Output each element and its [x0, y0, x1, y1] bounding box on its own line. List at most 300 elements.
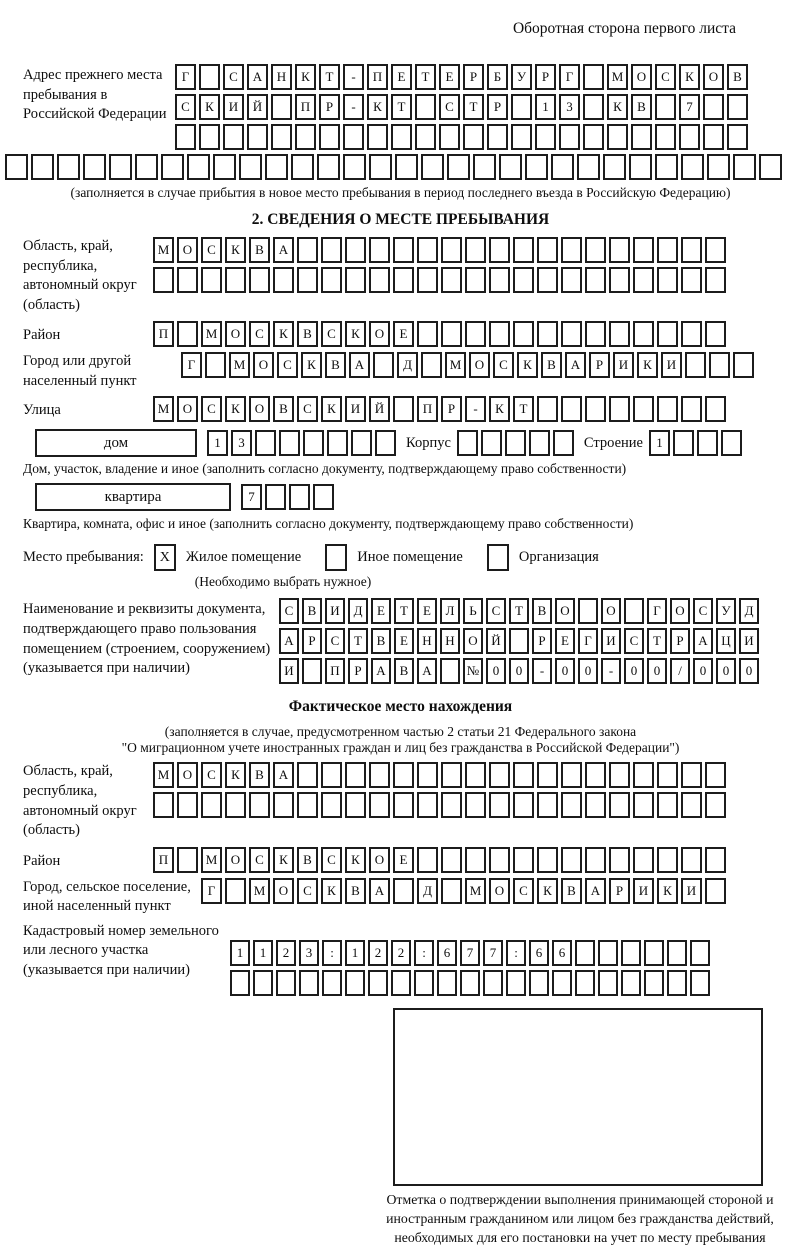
- form-cell[interactable]: С: [693, 598, 713, 624]
- form-cell[interactable]: 1: [535, 94, 556, 120]
- form-cell[interactable]: [239, 154, 262, 180]
- form-cell[interactable]: 2: [391, 940, 411, 966]
- form-cell[interactable]: [441, 878, 462, 904]
- form-cell[interactable]: Т: [509, 598, 529, 624]
- form-cell[interactable]: [679, 124, 700, 150]
- form-cell[interactable]: [345, 792, 366, 818]
- form-cell[interactable]: [511, 94, 532, 120]
- form-cell[interactable]: В: [273, 396, 294, 422]
- form-cell[interactable]: [225, 878, 246, 904]
- form-cell[interactable]: [583, 124, 604, 150]
- form-cell[interactable]: М: [153, 237, 174, 263]
- form-cell[interactable]: 7: [460, 940, 480, 966]
- form-cell[interactable]: [351, 430, 372, 456]
- form-cell[interactable]: [417, 267, 438, 293]
- form-cell[interactable]: О: [273, 878, 294, 904]
- form-cell[interactable]: [343, 154, 366, 180]
- form-cell[interactable]: [585, 847, 606, 873]
- form-cell[interactable]: [703, 124, 724, 150]
- form-cell[interactable]: [109, 154, 132, 180]
- form-cell[interactable]: Е: [391, 64, 412, 90]
- form-cell[interactable]: [727, 94, 748, 120]
- form-cell[interactable]: [585, 237, 606, 263]
- form-cell[interactable]: Е: [417, 598, 437, 624]
- form-cell[interactable]: Н: [440, 628, 460, 654]
- form-cell[interactable]: [153, 792, 174, 818]
- form-cell[interactable]: [505, 430, 526, 456]
- form-cell[interactable]: С: [277, 352, 298, 378]
- form-cell[interactable]: О: [177, 762, 198, 788]
- form-cell[interactable]: [657, 237, 678, 263]
- checkbox-option-1[interactable]: X: [154, 544, 176, 571]
- form-cell[interactable]: О: [177, 396, 198, 422]
- form-cell[interactable]: К: [607, 94, 628, 120]
- form-cell[interactable]: [153, 267, 174, 293]
- form-cell[interactable]: П: [153, 321, 174, 347]
- form-cell[interactable]: 6: [552, 940, 572, 966]
- form-cell[interactable]: [657, 396, 678, 422]
- form-cell[interactable]: [667, 940, 687, 966]
- form-cell[interactable]: О: [601, 598, 621, 624]
- form-cell[interactable]: И: [633, 878, 654, 904]
- form-cell[interactable]: А: [273, 237, 294, 263]
- form-cell[interactable]: 0: [716, 658, 736, 684]
- form-cell[interactable]: [633, 762, 654, 788]
- form-cell[interactable]: [289, 484, 310, 510]
- form-cell[interactable]: Г: [201, 878, 222, 904]
- form-cell[interactable]: [583, 94, 604, 120]
- form-cell[interactable]: Г: [559, 64, 580, 90]
- form-cell[interactable]: [598, 970, 618, 996]
- form-cell[interactable]: -: [532, 658, 552, 684]
- form-cell[interactable]: К: [321, 396, 342, 422]
- form-cell[interactable]: [561, 847, 582, 873]
- form-cell[interactable]: [415, 124, 436, 150]
- form-cell[interactable]: М: [445, 352, 466, 378]
- form-cell[interactable]: [213, 154, 236, 180]
- form-cell[interactable]: [460, 970, 480, 996]
- form-cell[interactable]: [585, 396, 606, 422]
- form-cell[interactable]: [393, 878, 414, 904]
- form-cell[interactable]: Т: [391, 94, 412, 120]
- form-cell[interactable]: Е: [555, 628, 575, 654]
- form-cell[interactable]: С: [624, 628, 644, 654]
- form-cell[interactable]: В: [371, 628, 391, 654]
- form-cell[interactable]: Т: [415, 64, 436, 90]
- form-cell[interactable]: [673, 430, 694, 456]
- form-cell[interactable]: [321, 792, 342, 818]
- form-cell[interactable]: [733, 352, 754, 378]
- form-cell[interactable]: [489, 267, 510, 293]
- form-cell[interactable]: [421, 352, 442, 378]
- form-cell[interactable]: [249, 792, 270, 818]
- form-cell[interactable]: 0: [647, 658, 667, 684]
- form-cell[interactable]: [603, 154, 626, 180]
- form-cell[interactable]: [391, 124, 412, 150]
- form-cell[interactable]: [585, 762, 606, 788]
- form-cell[interactable]: [705, 396, 726, 422]
- form-cell[interactable]: Г: [578, 628, 598, 654]
- form-cell[interactable]: [709, 352, 730, 378]
- form-cell[interactable]: [537, 762, 558, 788]
- form-cell[interactable]: -: [343, 64, 364, 90]
- form-cell[interactable]: [271, 94, 292, 120]
- form-cell[interactable]: :: [414, 940, 434, 966]
- form-cell[interactable]: [575, 970, 595, 996]
- form-cell[interactable]: [489, 792, 510, 818]
- form-cell[interactable]: [681, 396, 702, 422]
- form-cell[interactable]: [205, 352, 226, 378]
- form-cell[interactable]: Р: [535, 64, 556, 90]
- form-cell[interactable]: С: [655, 64, 676, 90]
- form-cell[interactable]: Р: [302, 628, 322, 654]
- form-cell[interactable]: №: [463, 658, 483, 684]
- form-cell[interactable]: :: [506, 940, 526, 966]
- form-cell[interactable]: К: [679, 64, 700, 90]
- form-cell[interactable]: [537, 396, 558, 422]
- form-cell[interactable]: [465, 267, 486, 293]
- form-cell[interactable]: [489, 762, 510, 788]
- form-cell[interactable]: [177, 321, 198, 347]
- form-cell[interactable]: 2: [276, 940, 296, 966]
- form-cell[interactable]: В: [297, 847, 318, 873]
- form-cell[interactable]: [322, 970, 342, 996]
- form-cell[interactable]: К: [199, 94, 220, 120]
- form-cell[interactable]: К: [657, 878, 678, 904]
- form-cell[interactable]: [509, 628, 529, 654]
- form-cell[interactable]: В: [297, 321, 318, 347]
- form-cell[interactable]: С: [175, 94, 196, 120]
- form-cell[interactable]: Е: [439, 64, 460, 90]
- form-cell[interactable]: С: [439, 94, 460, 120]
- form-cell[interactable]: К: [489, 396, 510, 422]
- form-cell[interactable]: -: [601, 658, 621, 684]
- form-cell[interactable]: М: [201, 847, 222, 873]
- form-cell[interactable]: [345, 267, 366, 293]
- form-cell[interactable]: [644, 940, 664, 966]
- form-cell[interactable]: У: [511, 64, 532, 90]
- form-cell[interactable]: [31, 154, 54, 180]
- form-cell[interactable]: [465, 847, 486, 873]
- form-cell[interactable]: [225, 267, 246, 293]
- form-cell[interactable]: [5, 154, 28, 180]
- form-cell[interactable]: Е: [371, 598, 391, 624]
- form-cell[interactable]: 1: [649, 430, 670, 456]
- form-cell[interactable]: [297, 267, 318, 293]
- form-cell[interactable]: [393, 237, 414, 263]
- form-cell[interactable]: [393, 267, 414, 293]
- form-cell[interactable]: 1: [253, 940, 273, 966]
- form-cell[interactable]: [321, 267, 342, 293]
- form-cell[interactable]: [313, 484, 334, 510]
- form-cell[interactable]: [529, 970, 549, 996]
- form-cell[interactable]: [317, 154, 340, 180]
- form-cell[interactable]: /: [670, 658, 690, 684]
- form-cell[interactable]: Р: [441, 396, 462, 422]
- form-cell[interactable]: В: [541, 352, 562, 378]
- form-cell[interactable]: О: [177, 237, 198, 263]
- form-cell[interactable]: [481, 430, 502, 456]
- form-cell[interactable]: С: [486, 598, 506, 624]
- form-cell[interactable]: [369, 154, 392, 180]
- form-cell[interactable]: [552, 970, 572, 996]
- form-cell[interactable]: [561, 792, 582, 818]
- form-cell[interactable]: [321, 237, 342, 263]
- form-cell[interactable]: [273, 267, 294, 293]
- form-cell[interactable]: [199, 124, 220, 150]
- form-cell[interactable]: [585, 267, 606, 293]
- form-cell[interactable]: [607, 124, 628, 150]
- form-cell[interactable]: [561, 321, 582, 347]
- form-cell[interactable]: [177, 847, 198, 873]
- form-cell[interactable]: [633, 396, 654, 422]
- form-cell[interactable]: В: [394, 658, 414, 684]
- form-cell[interactable]: [529, 430, 550, 456]
- form-cell[interactable]: 0: [486, 658, 506, 684]
- form-cell[interactable]: П: [367, 64, 388, 90]
- form-cell[interactable]: [513, 267, 534, 293]
- form-cell[interactable]: [561, 762, 582, 788]
- form-cell[interactable]: С: [297, 396, 318, 422]
- form-cell[interactable]: 0: [693, 658, 713, 684]
- form-cell[interactable]: [578, 598, 598, 624]
- form-cell[interactable]: И: [681, 878, 702, 904]
- form-cell[interactable]: [417, 847, 438, 873]
- form-cell[interactable]: С: [223, 64, 244, 90]
- form-cell[interactable]: Г: [175, 64, 196, 90]
- form-cell[interactable]: Р: [532, 628, 552, 654]
- form-cell[interactable]: И: [613, 352, 634, 378]
- form-cell[interactable]: [575, 940, 595, 966]
- form-cell[interactable]: 2: [368, 940, 388, 966]
- form-cell[interactable]: Р: [463, 64, 484, 90]
- form-cell[interactable]: О: [463, 628, 483, 654]
- form-cell[interactable]: [199, 64, 220, 90]
- form-cell[interactable]: [489, 321, 510, 347]
- form-cell[interactable]: 0: [509, 658, 529, 684]
- form-cell[interactable]: [609, 792, 630, 818]
- form-cell[interactable]: [561, 237, 582, 263]
- form-cell[interactable]: И: [345, 396, 366, 422]
- form-cell[interactable]: О: [703, 64, 724, 90]
- form-cell[interactable]: [705, 792, 726, 818]
- form-cell[interactable]: Р: [319, 94, 340, 120]
- form-cell[interactable]: 1: [230, 940, 250, 966]
- form-cell[interactable]: [513, 237, 534, 263]
- form-cell[interactable]: [391, 970, 411, 996]
- form-cell[interactable]: [609, 321, 630, 347]
- form-cell[interactable]: А: [371, 658, 391, 684]
- form-cell[interactable]: 6: [529, 940, 549, 966]
- form-cell[interactable]: [369, 237, 390, 263]
- form-cell[interactable]: В: [302, 598, 322, 624]
- form-cell[interactable]: [295, 124, 316, 150]
- form-cell[interactable]: Р: [670, 628, 690, 654]
- form-cell[interactable]: [417, 792, 438, 818]
- form-cell[interactable]: [161, 154, 184, 180]
- form-cell[interactable]: [609, 237, 630, 263]
- form-cell[interactable]: [655, 94, 676, 120]
- form-cell[interactable]: [393, 396, 414, 422]
- form-cell[interactable]: [537, 237, 558, 263]
- form-cell[interactable]: [201, 792, 222, 818]
- form-cell[interactable]: [655, 154, 678, 180]
- form-cell[interactable]: С: [321, 847, 342, 873]
- form-cell[interactable]: [368, 970, 388, 996]
- form-cell[interactable]: [506, 970, 526, 996]
- form-cell[interactable]: [465, 762, 486, 788]
- form-cell[interactable]: Р: [589, 352, 610, 378]
- form-cell[interactable]: [598, 940, 618, 966]
- form-cell[interactable]: [415, 94, 436, 120]
- form-cell[interactable]: [465, 321, 486, 347]
- form-cell[interactable]: [135, 154, 158, 180]
- checkbox-option-3[interactable]: [487, 544, 509, 571]
- form-cell[interactable]: 7: [241, 484, 262, 510]
- form-cell[interactable]: [437, 970, 457, 996]
- form-cell[interactable]: И: [661, 352, 682, 378]
- form-cell[interactable]: 1: [207, 430, 228, 456]
- form-cell[interactable]: [223, 124, 244, 150]
- form-cell[interactable]: [457, 430, 478, 456]
- form-cell[interactable]: О: [369, 847, 390, 873]
- form-cell[interactable]: [417, 762, 438, 788]
- form-cell[interactable]: [705, 267, 726, 293]
- form-cell[interactable]: И: [601, 628, 621, 654]
- form-cell[interactable]: [393, 762, 414, 788]
- form-cell[interactable]: Ц: [716, 628, 736, 654]
- form-cell[interactable]: Т: [394, 598, 414, 624]
- form-cell[interactable]: [624, 598, 644, 624]
- form-cell[interactable]: П: [325, 658, 345, 684]
- form-cell[interactable]: С: [249, 321, 270, 347]
- form-cell[interactable]: [537, 267, 558, 293]
- form-cell[interactable]: С: [279, 598, 299, 624]
- form-cell[interactable]: А: [565, 352, 586, 378]
- form-cell[interactable]: [375, 430, 396, 456]
- form-cell[interactable]: [621, 970, 641, 996]
- form-cell[interactable]: [681, 154, 704, 180]
- form-cell[interactable]: А: [585, 878, 606, 904]
- form-cell[interactable]: Н: [271, 64, 292, 90]
- form-cell[interactable]: Д: [417, 878, 438, 904]
- form-cell[interactable]: [561, 267, 582, 293]
- form-cell[interactable]: Б: [487, 64, 508, 90]
- form-cell[interactable]: Д: [739, 598, 759, 624]
- form-cell[interactable]: С: [201, 762, 222, 788]
- form-cell[interactable]: 3: [299, 940, 319, 966]
- form-cell[interactable]: [367, 124, 388, 150]
- form-cell[interactable]: С: [249, 847, 270, 873]
- form-cell[interactable]: [609, 267, 630, 293]
- form-cell[interactable]: [537, 792, 558, 818]
- form-cell[interactable]: [83, 154, 106, 180]
- checkbox-option-2[interactable]: [325, 544, 347, 571]
- form-cell[interactable]: 0: [739, 658, 759, 684]
- form-cell[interactable]: [561, 396, 582, 422]
- form-cell[interactable]: 3: [559, 94, 580, 120]
- form-cell[interactable]: Е: [394, 628, 414, 654]
- form-cell[interactable]: [345, 762, 366, 788]
- form-cell[interactable]: [633, 792, 654, 818]
- form-cell[interactable]: [525, 154, 548, 180]
- form-cell[interactable]: [489, 847, 510, 873]
- form-cell[interactable]: 3: [231, 430, 252, 456]
- form-cell[interactable]: Й: [247, 94, 268, 120]
- form-cell[interactable]: [489, 237, 510, 263]
- form-cell[interactable]: О: [249, 396, 270, 422]
- form-cell[interactable]: [631, 124, 652, 150]
- form-cell[interactable]: [369, 267, 390, 293]
- form-cell[interactable]: [414, 970, 434, 996]
- form-cell[interactable]: В: [631, 94, 652, 120]
- form-cell[interactable]: Й: [486, 628, 506, 654]
- form-cell[interactable]: Т: [463, 94, 484, 120]
- form-cell[interactable]: К: [225, 762, 246, 788]
- form-cell[interactable]: П: [417, 396, 438, 422]
- form-cell[interactable]: У: [716, 598, 736, 624]
- form-cell[interactable]: О: [631, 64, 652, 90]
- form-cell[interactable]: М: [201, 321, 222, 347]
- form-cell[interactable]: [690, 940, 710, 966]
- form-cell[interactable]: [705, 847, 726, 873]
- form-cell[interactable]: К: [517, 352, 538, 378]
- form-cell[interactable]: [297, 792, 318, 818]
- form-cell[interactable]: [697, 430, 718, 456]
- form-cell[interactable]: [657, 847, 678, 873]
- form-cell[interactable]: [57, 154, 80, 180]
- form-cell[interactable]: [681, 237, 702, 263]
- form-cell[interactable]: К: [273, 847, 294, 873]
- form-cell[interactable]: [690, 970, 710, 996]
- form-cell[interactable]: [681, 321, 702, 347]
- form-cell[interactable]: [253, 970, 273, 996]
- form-cell[interactable]: [463, 124, 484, 150]
- form-cell[interactable]: [187, 154, 210, 180]
- form-cell[interactable]: А: [279, 628, 299, 654]
- form-cell[interactable]: [585, 321, 606, 347]
- form-cell[interactable]: С: [297, 878, 318, 904]
- form-cell[interactable]: [633, 237, 654, 263]
- form-cell[interactable]: О: [489, 878, 510, 904]
- form-cell[interactable]: [633, 847, 654, 873]
- form-cell[interactable]: [225, 792, 246, 818]
- form-cell[interactable]: [302, 658, 322, 684]
- form-cell[interactable]: К: [345, 847, 366, 873]
- form-cell[interactable]: О: [555, 598, 575, 624]
- form-cell[interactable]: 6: [437, 940, 457, 966]
- form-cell[interactable]: И: [739, 628, 759, 654]
- form-cell[interactable]: [279, 430, 300, 456]
- form-cell[interactable]: [655, 124, 676, 150]
- kvartira-box[interactable]: квартира: [35, 483, 231, 511]
- form-cell[interactable]: С: [513, 878, 534, 904]
- form-cell[interactable]: [487, 124, 508, 150]
- form-cell[interactable]: М: [607, 64, 628, 90]
- form-cell[interactable]: [551, 154, 574, 180]
- form-cell[interactable]: [585, 792, 606, 818]
- form-cell[interactable]: [583, 64, 604, 90]
- form-cell[interactable]: [327, 430, 348, 456]
- form-cell[interactable]: Д: [397, 352, 418, 378]
- form-cell[interactable]: [447, 154, 470, 180]
- form-cell[interactable]: [733, 154, 756, 180]
- form-cell[interactable]: [727, 124, 748, 150]
- form-cell[interactable]: [705, 237, 726, 263]
- form-cell[interactable]: Д: [348, 598, 368, 624]
- form-cell[interactable]: А: [417, 658, 437, 684]
- form-cell[interactable]: К: [367, 94, 388, 120]
